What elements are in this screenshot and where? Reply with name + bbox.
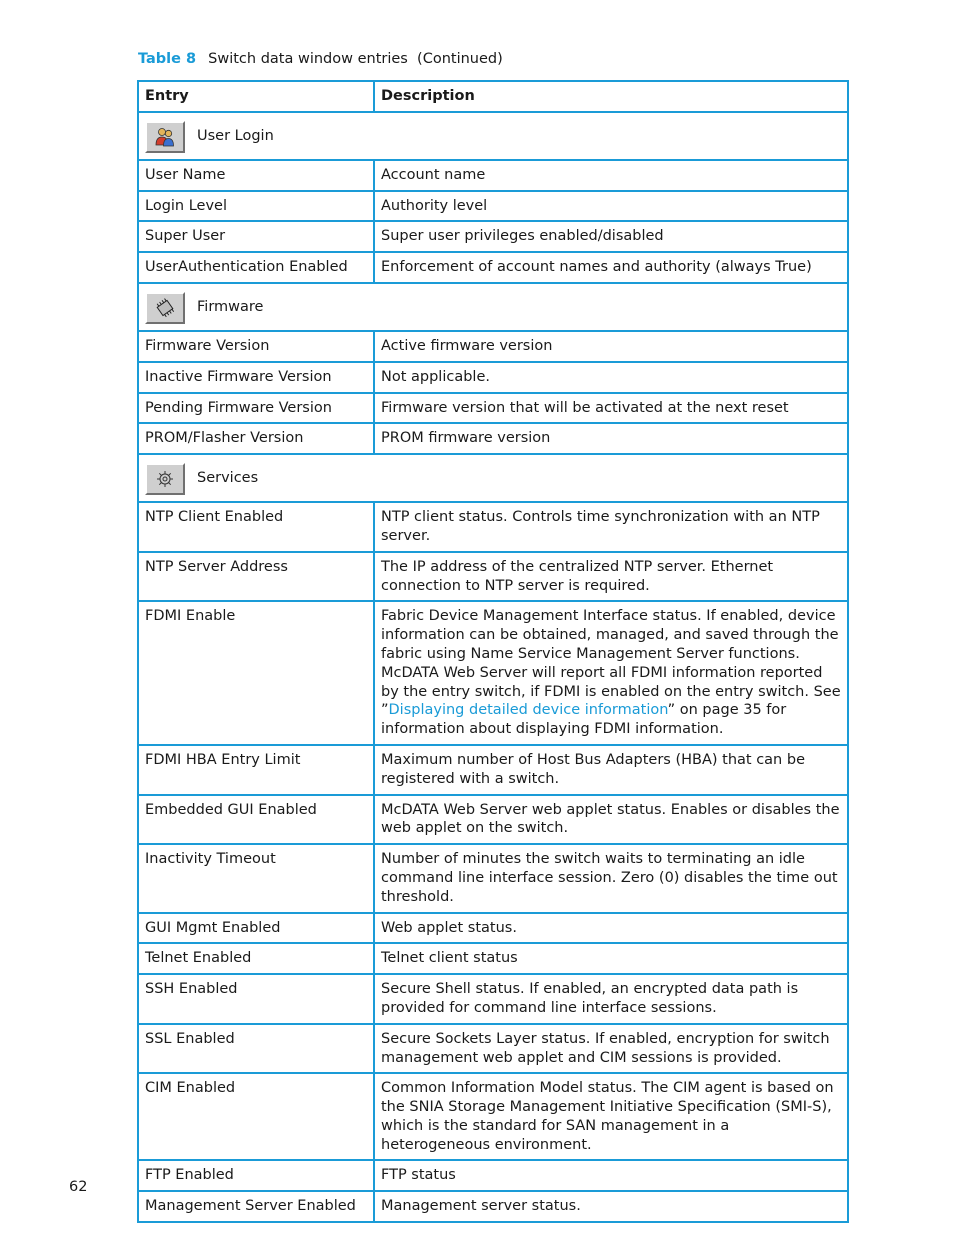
description-cell: Not applicable. [381,368,490,385]
description-cell: Web applet status. [381,919,517,936]
entry-cell: Embedded GUI Enabled [139,796,375,844]
description-cell: Secure Shell status. If enabled, an encrypted data path is provided for command line interface sessions. [381,981,799,1016]
section-firmware [139,282,847,330]
section-title-user-login: User Login [197,127,274,144]
entry-cell: FDMI Enable [139,602,375,744]
description-cell: Authority level [381,197,488,214]
table-caption-title: Switch data window entries (Continued) [208,51,503,67]
users-icon [145,121,185,153]
section-user-login [139,111,847,159]
table-row [139,159,847,190]
description-cell: Enforcement of account names and authority (always True) [381,259,812,276]
description-cell: Firmware version that will be activated at the next reset [381,399,789,416]
header-description: Description [381,88,475,104]
description-text: ” on page 35 for information about displaying FDMI information. [381,702,787,738]
entry-cell: Firmware Version [139,332,375,361]
table-row [139,912,847,943]
entry-cell: NTP Server Address [139,553,375,601]
table-row [139,1190,847,1221]
entry-cell: FDMI HBA Entry Limit [139,746,375,794]
table-row [139,361,847,392]
entry-cell: CIM Enabled [139,1074,375,1159]
firmware-chip-icon [145,292,185,324]
entry-cell: SSL Enabled [139,1025,375,1073]
description-cell: Common Information Model status. The CIM agent is based on the SNIA Storage Management Initiative Specification (SMI-S), which is the standard for SAN management in a heterogeneous environment. [381,1080,834,1153]
table-row [139,501,847,551]
page-number: 62 [69,1179,88,1195]
entry-cell: Telnet Enabled [139,944,375,973]
table-row [139,1072,847,1159]
entry-cell: Inactive Firmware Version [139,363,375,392]
table-row [139,1023,847,1073]
entry-cell: Login Level [139,192,375,221]
entry-cell: GUI Mgmt Enabled [139,914,375,943]
table-caption-label: Table 8 [138,51,197,67]
entry-cell: SSH Enabled [139,975,375,1023]
description-cell: Active firmware version [381,337,553,354]
description-cell: NTP client status. Controls time synchronization with an NTP server. [381,509,820,544]
description-cell: Management server status. [381,1198,581,1215]
entry-cell: Inactivity Timeout [139,845,375,911]
table-row [139,190,847,221]
entry-cell: FTP Enabled [139,1161,375,1190]
table-row [139,220,847,251]
table-row [139,422,847,453]
displaying-device-info-link[interactable]: Displaying detailed device information [388,702,668,719]
description-cell: Maximum number of Host Bus Adapters (HBA) that can be registered with a switch. [381,751,805,787]
table-row [139,843,847,911]
table-row [139,392,847,423]
entry-cell: NTP Client Enabled [139,503,375,551]
description-cell [375,602,847,744]
entry-cell: User Name [139,161,375,190]
services-gear-icon [145,463,185,495]
entry-cell: Super User [139,222,375,251]
table-row [139,251,847,282]
table-row [139,330,847,361]
table-caption [138,51,503,67]
header-entry: Entry [139,82,375,111]
table-row [139,942,847,973]
entry-cell: Management Server Enabled [139,1192,375,1221]
description-cell: FTP status [381,1167,456,1184]
section-services [139,453,847,501]
table-row [139,744,847,794]
description-text: Fabric Device Management Interface status. If enabled, device information can be obtained, managed, and saved through the fabric using Name Service Management Server functions. McDATA Web Server will report all FDMI information reported by the entry switch, if FDMI is enabled on the entry switch. See ” [381,608,841,719]
section-title-services: Services [197,470,259,487]
description-cell: Super user privileges enabled/disabled [381,228,664,245]
entry-cell: UserAuthentication Enabled [139,253,375,282]
description-cell: The IP address of the centralized NTP server. Ethernet connection to NTP server is required. [381,558,774,594]
entry-cell: PROM/Flasher Version [139,424,375,453]
table-row [139,794,847,844]
table-row [139,551,847,601]
description-cell: PROM firmware version [381,430,551,447]
table-row [139,600,847,744]
description-cell: McDATA Web Server web applet status. Enables or disables the web applet on the switch. [381,801,840,837]
description-cell: Account name [381,166,486,183]
table-row [139,1159,847,1190]
switch-data-table [137,80,849,1223]
description-cell: Telnet client status [381,950,518,967]
description-cell: Number of minutes the switch waits to terminating an idle command line interface session. Zero (0) disables the time out threshold. [381,851,838,905]
entry-cell: Pending Firmware Version [139,394,375,423]
table-row [139,973,847,1023]
section-title-firmware: Firmware [197,298,264,315]
table-header-row [139,82,847,111]
description-cell: Secure Sockets Layer status. If enabled, encryption for switch management web applet and CIM sessions is provided. [381,1030,830,1066]
